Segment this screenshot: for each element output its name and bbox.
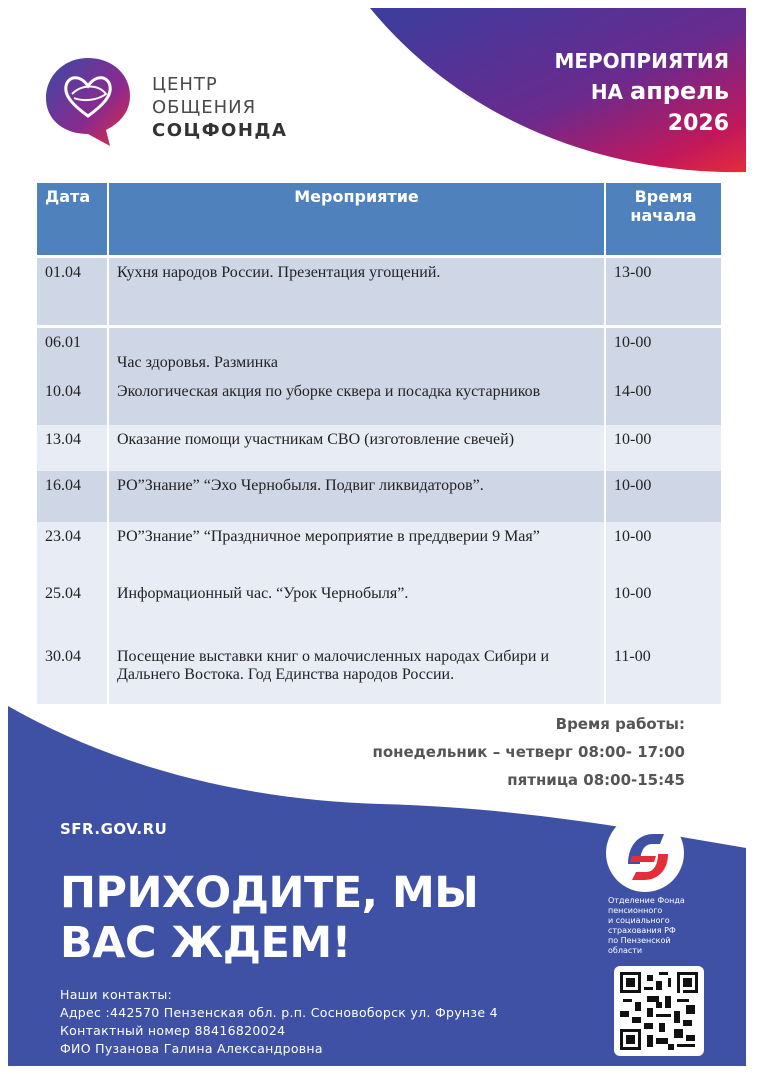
cell-date: 06.01 <box>36 327 108 377</box>
poster-heading <box>554 46 729 141</box>
cell-time: 13-00 <box>605 257 722 327</box>
working-hours <box>372 710 685 794</box>
cell-time: 14-00 <box>605 377 722 425</box>
cell-time: 10-00 <box>605 425 722 471</box>
slogan <box>60 868 478 968</box>
cell-date: 25.04 <box>36 579 108 642</box>
header-time: Время начала <box>605 182 722 257</box>
slogan-line-2: ВАС ЖДЕМ! <box>60 918 351 968</box>
brand-name <box>152 73 287 142</box>
header-event: Мероприятие <box>108 182 605 257</box>
contacts-address: Адрес :442570 Пензенская обл. р.п. Сосновоборск ул. Фрунзе 4 <box>60 1005 498 1020</box>
contacts-title: Наши контакты: <box>60 987 173 1002</box>
contacts-phone: Контактный номер 88416820024 <box>60 1023 286 1038</box>
cell-event: Экологическая акция по уборке сквера и посадка кустарников <box>108 377 605 425</box>
contacts <box>60 986 498 1058</box>
heading-line-2 <box>554 76 729 107</box>
cell-date: 23.04 <box>36 522 108 579</box>
brand-line-2: ОБЩЕНИЯ <box>152 97 257 118</box>
table-row <box>36 522 722 579</box>
cell-time: 10-00 <box>605 327 722 377</box>
sfr-caption-line: области <box>608 946 643 955</box>
events-table <box>35 181 723 704</box>
table-row <box>36 425 722 471</box>
brand-line-3: СОЦФОНДА <box>152 120 288 141</box>
cell-date: 30.04 <box>36 642 108 704</box>
sfr-caption <box>608 896 698 956</box>
sfr-caption-line: страхования РФ <box>608 926 676 935</box>
brand-line-1: ЦЕНТР <box>152 74 218 95</box>
cell-time: 10-00 <box>605 579 722 642</box>
heart-speech-logo-icon <box>44 54 132 146</box>
cell-event: Посещение выставки книг о малочисленных народах Сибири и Дальнего Востока. Год Единства народов России. <box>108 642 605 704</box>
table-row <box>36 327 722 377</box>
cell-date: 16.04 <box>36 471 108 522</box>
table-row <box>36 257 722 327</box>
heading-year: 2026 <box>667 111 729 136</box>
cell-event: РО”Знание” “Эхо Чернобыля. Подвиг ликвидаторов”. <box>108 471 605 522</box>
cell-event: Час здоровья. Разминка <box>108 327 605 377</box>
cell-date: 01.04 <box>36 257 108 327</box>
heading-month: апрель <box>630 77 729 105</box>
cell-event: Информационный час. “Урок Чернобыля”. <box>108 579 605 642</box>
cell-event: Оказание помощи участникам СВО (изготовление свечей) <box>108 425 605 471</box>
cell-time: 10-00 <box>605 522 722 579</box>
qr-code-icon[interactable] <box>614 966 704 1056</box>
hours-friday: пятница 08:00-15:45 <box>507 771 685 789</box>
cell-time: 10-00 <box>605 471 722 522</box>
cell-event: РО”Знание” “Праздничное мероприятие в преддверии 9 Мая” <box>108 522 605 579</box>
table-row <box>36 579 722 642</box>
table-row <box>36 377 722 425</box>
hours-weekdays: понедельник – четверг 08:00- 17:00 <box>372 743 685 761</box>
site-link[interactable]: SFR.GOV.RU <box>60 820 168 838</box>
sfr-caption-line: и социального <box>608 916 670 925</box>
table-row <box>36 471 722 522</box>
table-header-row <box>36 182 722 257</box>
sfr-caption-line: Отделение Фонда <box>608 896 685 905</box>
slogan-line-1: ПРИХОДИТЕ, МЫ <box>60 868 479 918</box>
sfr-caption-line: пенсионного <box>608 906 663 915</box>
heading-line-1: МЕРОПРИЯТИЯ <box>554 49 729 73</box>
cell-time: 11-00 <box>605 642 722 704</box>
table-row <box>36 642 722 704</box>
sfr-caption-line: по Пензенской <box>608 936 671 945</box>
contacts-person: ФИО Пузанова Галина Александровна <box>60 1041 323 1056</box>
header-date: Дата <box>36 182 108 257</box>
heading-prefix: НА <box>590 80 624 104</box>
sfr-logo-icon <box>606 814 684 892</box>
cell-event: Кухня народов России. Презентация угощений. <box>108 257 605 327</box>
cell-date: 10.04 <box>36 377 108 425</box>
hours-title: Время работы: <box>555 715 685 733</box>
cell-date: 13.04 <box>36 425 108 471</box>
